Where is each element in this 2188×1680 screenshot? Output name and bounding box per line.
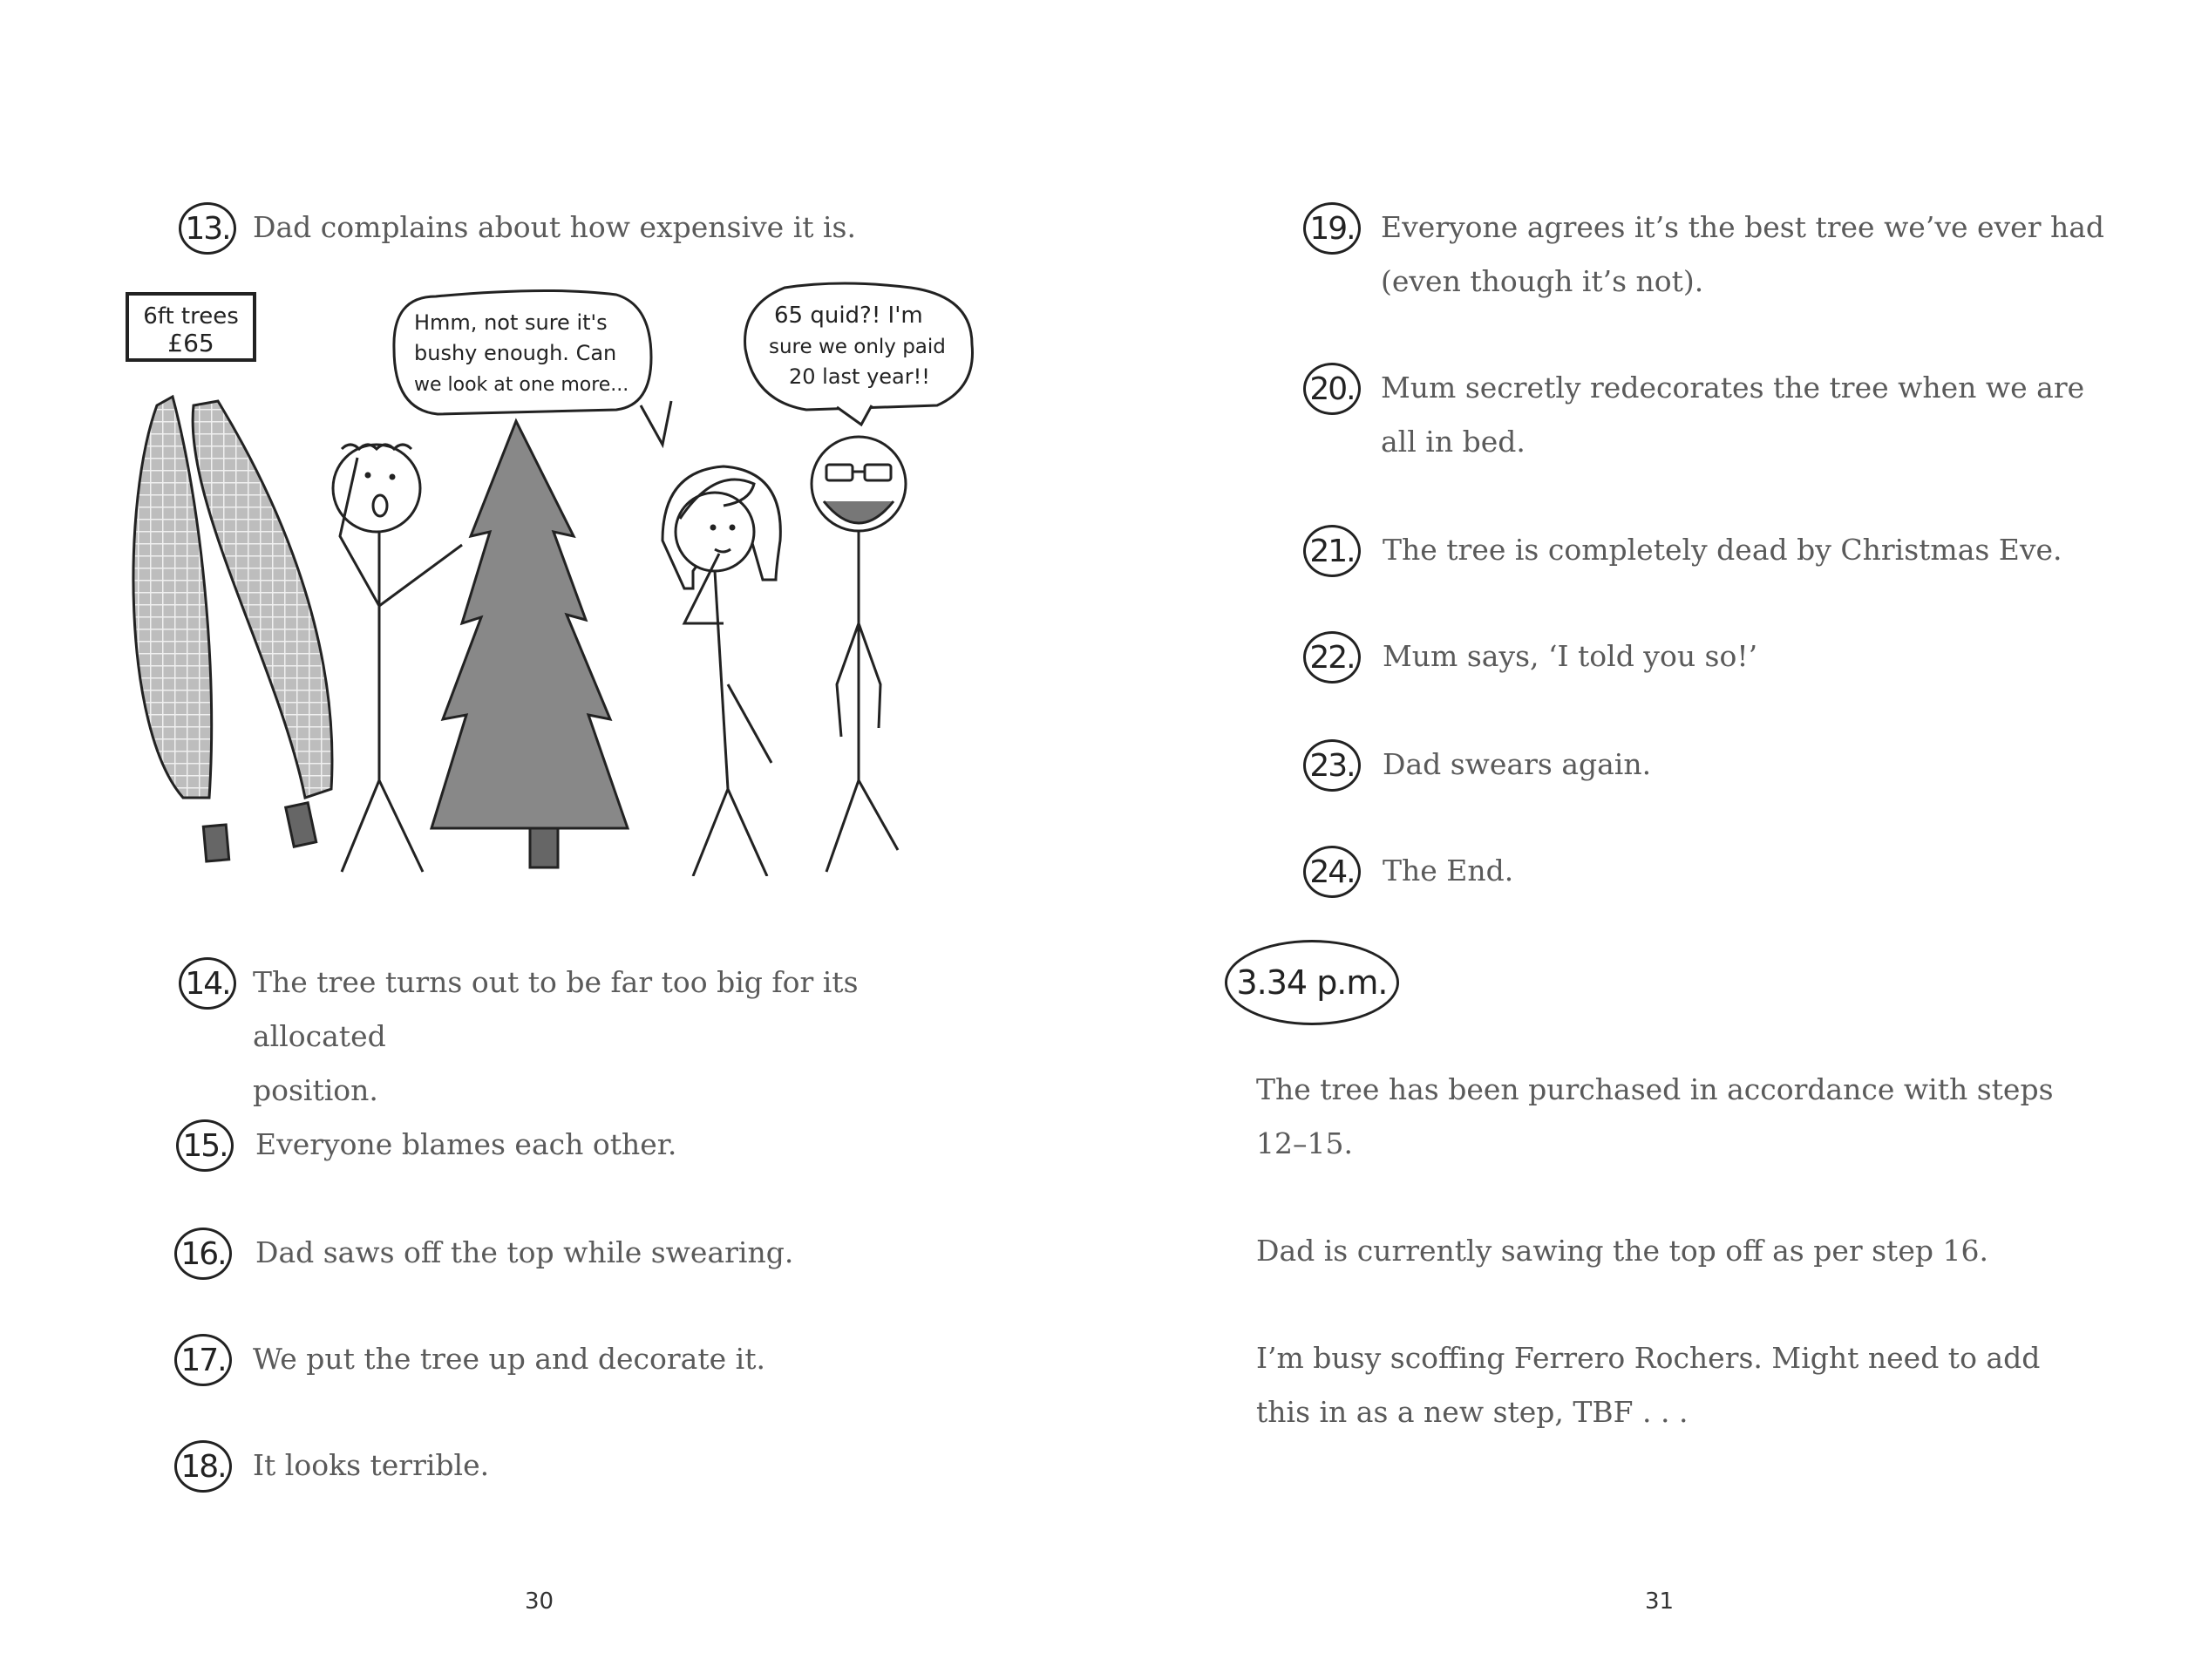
step-text: Dad swears again. [1383,747,1652,781]
price-sign [127,294,255,360]
speech-bubble-dad [745,283,973,425]
step-number-badge: 21. [1303,525,1361,577]
stick-figure-woman [663,466,780,876]
step-text: Dad saws off the top while swearing. [255,1235,794,1269]
bubble-man-line3: we look at one more... [414,374,629,396]
stick-figure-dad [812,437,906,872]
paragraph-3: I’m busy scoffing Ferrero Rochers. Might need to add this in as a new step, TBF . . . [1256,1341,2041,1429]
step-number-badge: 18. [174,1440,232,1493]
step-text: Mum says, ‘I told you so!’ [1383,639,1758,673]
page-number: 30 [525,1588,554,1615]
step-number-badge: 19. [1303,202,1361,255]
step-text: The tree is completely dead by Christmas Eve. [1383,533,2062,567]
step-text: We put the tree up and decorate it. [253,1342,765,1376]
step-number-badge: 14. [179,957,236,1010]
bubble-dad-line3: 20 last year!! [789,364,930,389]
step-text: It looks terrible. [253,1448,490,1482]
price-sign-line1: 6ft trees [143,303,239,330]
bubble-dad-line1: 65 quid?! I'm [774,303,923,329]
step-number-badge: 23. [1303,739,1361,792]
paragraph-2: Dad is currently sawing the top off as per step 16. [1256,1234,1988,1268]
step-number-badge: 22. [1303,631,1361,684]
paragraph-1: The tree has been purchased in accordance with steps 12–15. [1256,1072,2054,1160]
step-text: Everyone agrees it’s the best tree we’ve ever had (even though it’s not). [1381,210,2105,298]
netted-trees [133,397,332,861]
christmas-tree-illustration [113,275,1020,876]
step-text: The End. [1383,854,1514,888]
step-text: Everyone blames each other. [255,1127,677,1161]
time-badge: 3.34 p.m. [1225,940,1399,1025]
bubble-man-line2: bushy enough. Can [414,341,617,365]
step-text: Mum secretly redecorates the tree when we are all in bed. [1381,371,2085,459]
step-number-badge: 16. [174,1228,232,1280]
step-number-badge: 24. [1303,846,1361,898]
price-sign-line2: £65 [167,329,214,357]
bubble-dad-line2: sure we only paid [769,336,946,358]
speech-bubble-man [394,290,671,445]
step-text: The tree turns out to be far too big for its allocated position. [253,965,859,1107]
christmas-tree [431,421,628,867]
step-number-badge: 17. [174,1334,232,1386]
step-number-badge: 13. [179,202,236,255]
page-number: 31 [1645,1588,1675,1615]
step-number-badge: 15. [176,1119,234,1172]
bubble-man-line1: Hmm, not sure it's [414,310,608,335]
right-page [1094,0,2188,1680]
step-number-badge: 20. [1303,363,1361,415]
step-text: Dad complains about how expensive it is. [253,210,856,244]
